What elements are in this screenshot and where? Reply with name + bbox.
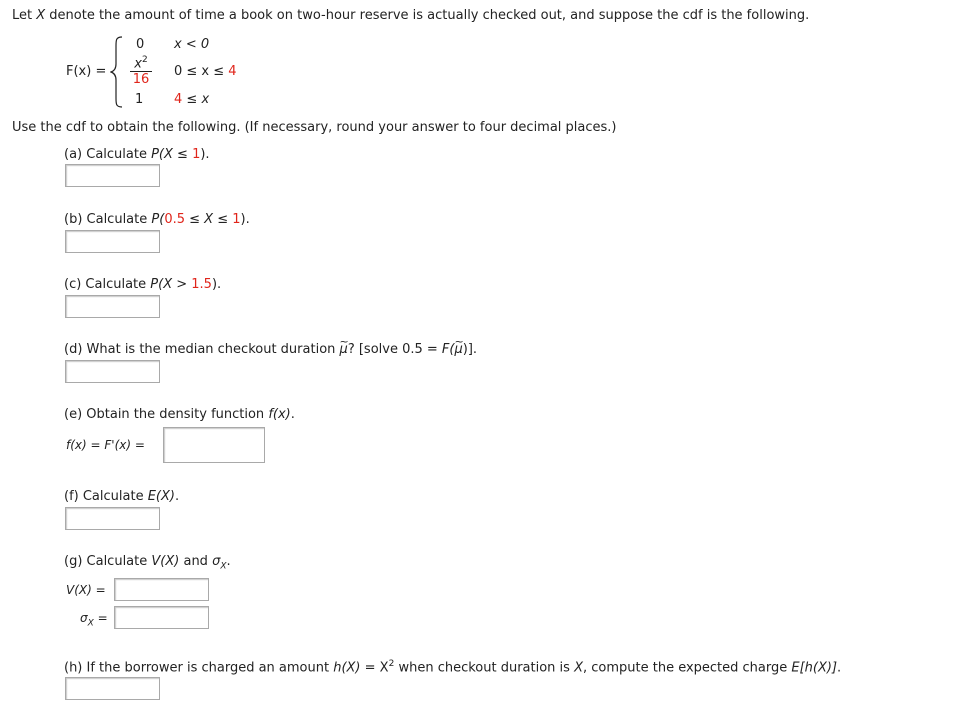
density-label: f(x) = F'(x) = <box>66 438 145 452</box>
question-a: (a) Calculate P(X ≤ 1). <box>64 147 210 162</box>
answer-variance-input[interactable] <box>114 578 209 601</box>
question-b: (b) Calculate P(0.5 ≤ X ≤ 1). <box>64 212 250 227</box>
case1-value: 0 <box>136 37 145 52</box>
fraction-denominator: 16 <box>132 72 150 88</box>
cdf-label: F(x) = <box>66 64 107 79</box>
intro-text: Let X denote the amount of time a book on two-hour reserve is actually checked out, and suppose the cdf is the following. <box>12 8 810 23</box>
question-d: (d) What is the median checkout duration ~ μ? [solve 0.5 = F(~ μ)]. <box>64 342 477 357</box>
question-c: (c) Calculate P(X > 1.5). <box>64 277 222 292</box>
answer-d-input[interactable] <box>65 360 160 383</box>
sigma-label: $\sigma_X$ = <box>80 611 108 629</box>
case1-condition: x < 0 <box>174 37 210 52</box>
answer-e-input[interactable] <box>163 427 265 463</box>
case3-condition: 4 ≤ x <box>174 92 210 107</box>
case3-value: 1 <box>135 92 144 107</box>
answer-c-input[interactable] <box>65 295 160 318</box>
answer-sigma-input[interactable] <box>114 606 209 629</box>
instructions: Use the cdf to obtain the following. (If necessary, round your answer to four decimal places.) <box>12 120 617 135</box>
case2-condition: 0 ≤ x ≤ 4 <box>174 64 237 79</box>
case2-fraction <box>130 54 152 86</box>
question-h: (h) If the borrower is charged an amount $h(X) = X^2$ when checkout duration is X, compute the expected charge E[h(X)]. <box>64 659 842 676</box>
answer-f-input[interactable] <box>65 507 160 530</box>
variance-label: V(X) = <box>66 583 106 597</box>
question-g: (g) Calculate V(X) and $\sigma_X$. <box>64 554 231 572</box>
question-f: (f) Calculate E(X). <box>64 489 180 504</box>
answer-h-input[interactable] <box>65 677 160 700</box>
numerator-exponent: 2 <box>141 55 148 65</box>
left-brace-icon <box>110 36 124 108</box>
question-e: (e) Obtain the density function f(x). <box>64 407 295 422</box>
answer-a-input[interactable] <box>65 164 160 187</box>
answer-b-input[interactable] <box>65 230 160 253</box>
fraction-numerator: x <box>134 56 142 72</box>
